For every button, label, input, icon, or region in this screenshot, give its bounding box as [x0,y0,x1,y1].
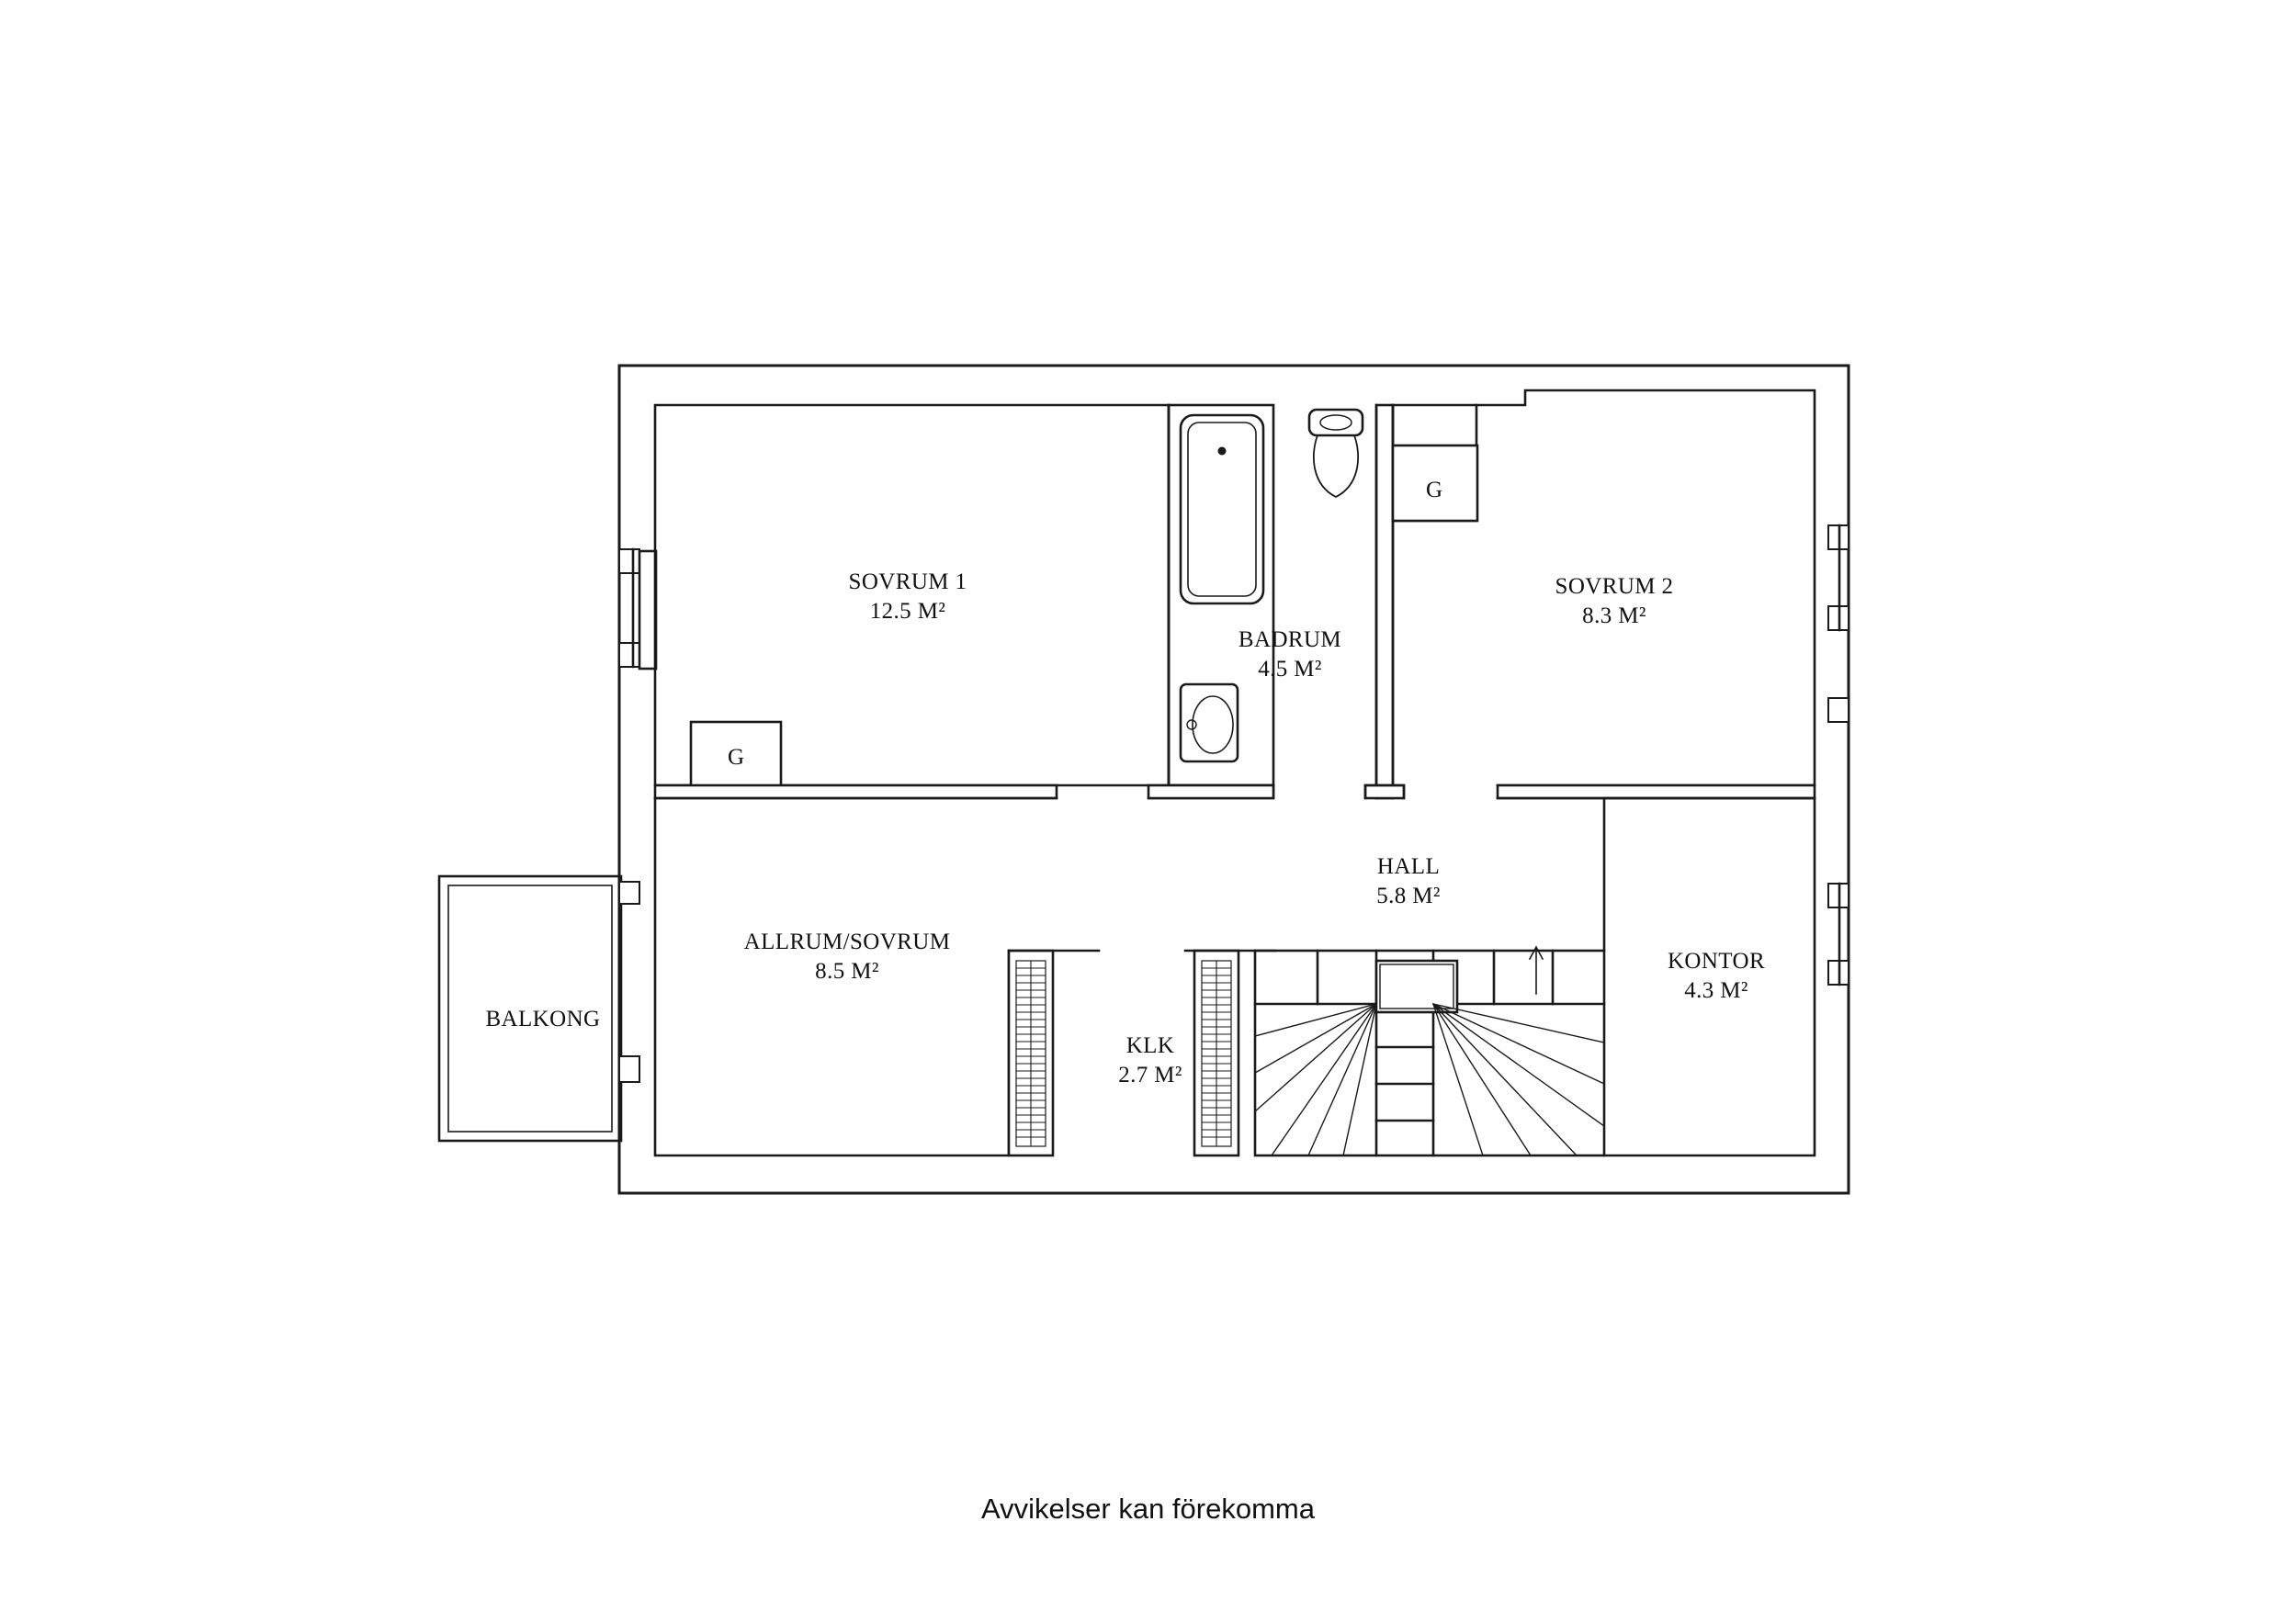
staircase [1255,947,1604,1155]
toilet-fixture [1309,410,1363,497]
window-left-upper [619,549,639,667]
window-right-mid [1828,698,1849,722]
room-name: SOVRUM 1 [848,569,967,594]
area-name: BALKONG [485,1007,601,1031]
room-label-kontor [1668,947,1765,1006]
room-area: 12.5 M² [869,599,946,624]
room-name: SOVRUM 2 [1555,574,1674,599]
room-name: ALLRUM/SOVRUM [743,930,951,954]
room-label-hall [1376,852,1441,911]
room-area: 8.5 M² [815,959,879,984]
window-right-upper [1828,525,1849,630]
room-area: 4.5 M² [1258,657,1322,682]
disclaimer-note: Avvikelser kan förekomma [981,1493,1315,1525]
room-label-klk [1118,1031,1182,1090]
room-label-sovrum2 [1555,572,1674,631]
stair-direction-arrow [1530,947,1543,994]
room-name: KLK [1125,1033,1175,1058]
partition-sovrum2-hall [1498,785,1815,798]
bathtub-fixture [1181,415,1263,603]
washbasin-fixture [1181,684,1238,761]
wardrobe-hatching-left [1009,951,1099,1155]
room-area: 4.3 M² [1684,978,1748,1003]
room-label-allrum [744,928,951,986]
room-label-badrum [1238,626,1341,684]
room-area: 2.7 M² [1118,1063,1182,1088]
wardrobe-tag-left: G [727,745,745,770]
wall-nib-left [639,551,656,669]
room-area: 5.8 M² [1376,884,1441,908]
area-label-balkong [485,1005,600,1034]
wardrobe-hatching-right [1185,951,1275,1155]
partition-sovrum1-allrum [655,785,1057,798]
room-name: KONTOR [1667,949,1766,974]
room-name: BADRUM [1238,627,1342,652]
room-label-sovrum1 [849,568,967,626]
room-name: HALL [1376,854,1441,879]
wardrobe-tag-right: G [1425,478,1443,502]
window-right-lower [1828,884,1849,985]
room-area: 8.3 M² [1582,603,1646,628]
